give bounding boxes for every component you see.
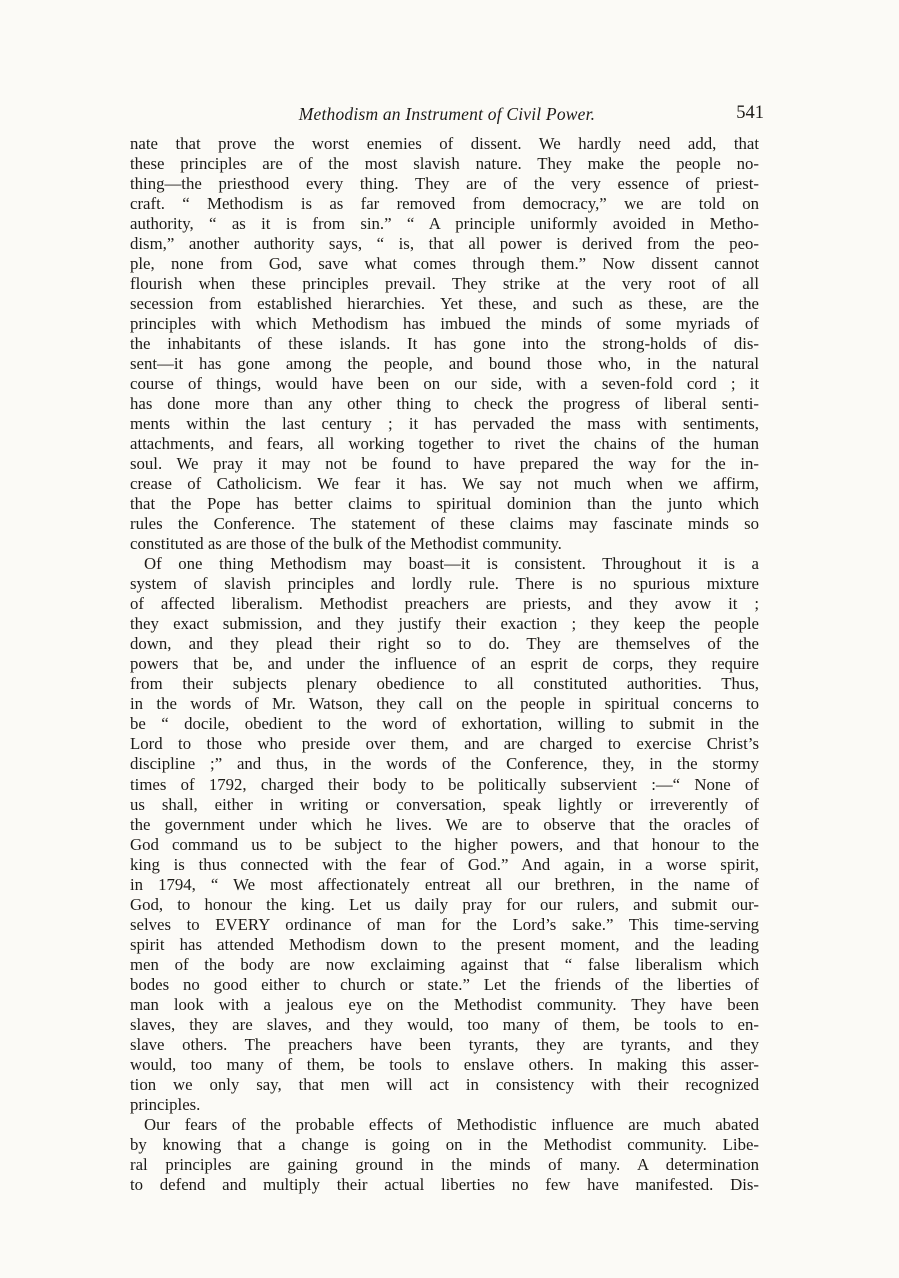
text-line: sent—it has gone among the people, and bound those who, in the natural (130, 354, 759, 374)
text-line: powers that be, and under the influence of an esprit de corps, they require (130, 654, 759, 674)
text-line: the government under which he lives. We are to observe that the oracles of (130, 814, 759, 834)
text-line: ments within the last century ; it has pervaded the mass with sentiments, (130, 414, 759, 434)
text-line: bodes no good either to church or state.” Let the friends of the liberties of (130, 974, 759, 994)
text-line: slave others. The preachers have been tyrants, they are tyrants, and they (130, 1034, 759, 1054)
text-line: Our fears of the probable effects of Methodistic influence are much abated (144, 1114, 759, 1134)
text-line: times of 1792, charged their body to be politically subservient :—“ None of (130, 774, 759, 794)
text-line: Lord to those who preside over them, and are charged to exercise Christ’s (130, 734, 759, 754)
text-line: dism,” another authority says, “ is, that all power is derived from the peo- (130, 234, 759, 254)
text-line: these principles are of the most slavish nature. They make the people no- (130, 154, 759, 174)
text-line: king is thus connected with the fear of God.” And again, in a worse spirit, (130, 854, 759, 874)
text-line: by knowing that a change is going on in the Methodist community. Libe- (130, 1134, 759, 1154)
text-line: slaves, they are slaves, and they would, too many of them, be tools to en- (130, 1014, 759, 1034)
text-line: would, too many of them, be tools to enslave others. In making this asser- (130, 1054, 759, 1074)
text-line: principles. (130, 1094, 201, 1114)
text-line: of affected liberalism. Methodist preachers are priests, and they avow it ; (130, 594, 759, 614)
text-line: constituted as are those of the bulk of the Methodist community. (130, 534, 562, 554)
text-line: soul. We pray it may not be found to have prepared the way for the in- (130, 454, 759, 474)
text-line: principles with which Methodism has imbued the minds of some myriads of (130, 314, 759, 334)
page-number: 541 (736, 103, 764, 123)
text-line: in the words of Mr. Watson, they call on the people in spiritual concerns to (130, 694, 759, 714)
text-line: secession from established hierarchies. Yet these, and such as these, are the (130, 294, 759, 314)
text-line: God command us to be subject to the higher powers, and that honour to the (130, 834, 759, 854)
text-line: attachments, and fears, all working together to rivet the chains of the human (130, 434, 759, 454)
text-line: that the Pope has better claims to spiritual dominion than the junto which (130, 494, 759, 514)
text-line: men of the body are now exclaiming against that “ false liberalism which (130, 954, 759, 974)
text-line: man look with a jealous eye on the Methodist community. They have been (130, 994, 759, 1014)
text-line: crease of Catholicism. We fear it has. We say not much when we affirm, (130, 474, 759, 494)
text-line: to defend and multiply their actual liberties no few have manifested. Dis- (130, 1174, 759, 1194)
text-line: God, to honour the king. Let us daily pray for our rulers, and submit our- (130, 894, 759, 914)
paragraph (130, 1115, 759, 1195)
text-line: in 1794, “ We most affectionately entreat all our brethren, in the name of (130, 874, 759, 894)
running-title: Methodism an Instrument of Civil Power. (298, 104, 596, 124)
text-line: the inhabitants of these islands. It has gone into the strong-holds of dis- (130, 334, 759, 354)
text-line: they exact submission, and they justify their exaction ; they keep the people (130, 614, 759, 634)
text-line: down, and they plead their right so to do. They are themselves of the (130, 634, 759, 654)
text-line: authority, “ as it is from sin.” “ A principle uniformly avoided in Metho- (130, 214, 759, 234)
text-line: flourish when these principles prevail. They strike at the very root of all (130, 274, 759, 294)
text-line: from their subjects plenary obedience to all constituted authorities. Thus, (130, 674, 759, 694)
paragraph (130, 554, 759, 1114)
text-line: selves to EVERY ordinance of man for the Lord’s sake.” This time-serving (130, 914, 759, 934)
text-line: ple, none from God, save what comes through them.” Now dissent cannot (130, 254, 759, 274)
text-line: system of slavish principles and lordly rule. There is no spurious mixture (130, 574, 759, 594)
text-line: nate that prove the worst enemies of dissent. We hardly need add, that (130, 134, 759, 153)
text-line: has done more than any other thing to check the progress of liberal senti- (130, 394, 759, 414)
paragraph (130, 134, 759, 554)
body-text (130, 134, 759, 1195)
page-header (130, 104, 764, 130)
text-line: Of one thing Methodism may boast—it is consistent. Throughout it is a (144, 554, 759, 574)
text-line: course of things, would have been on our side, with a seven-fold cord ; it (130, 374, 759, 394)
text-line: us shall, either in writing or conversation, speak lightly or irreverently of (130, 794, 759, 814)
text-line: rules the Conference. The statement of these claims may fascinate minds so (130, 514, 759, 534)
text-line: thing—the priesthood every thing. They are of the very essence of priest- (130, 174, 759, 194)
text-line: discipline ;” and thus, in the words of the Conference, they, in the stormy (130, 754, 759, 774)
text-line: be “ docile, obedient to the word of exhortation, willing to submit in the (130, 714, 759, 734)
text-line: ral principles are gaining ground in the minds of many. A determination (130, 1154, 759, 1174)
text-line: tion we only say, that men will act in consistency with their recognized (130, 1074, 759, 1094)
text-line: craft. “ Methodism is as far removed from democracy,” we are told on (130, 194, 759, 214)
text-line: spirit has attended Methodism down to the present moment, and the leading (130, 934, 759, 954)
